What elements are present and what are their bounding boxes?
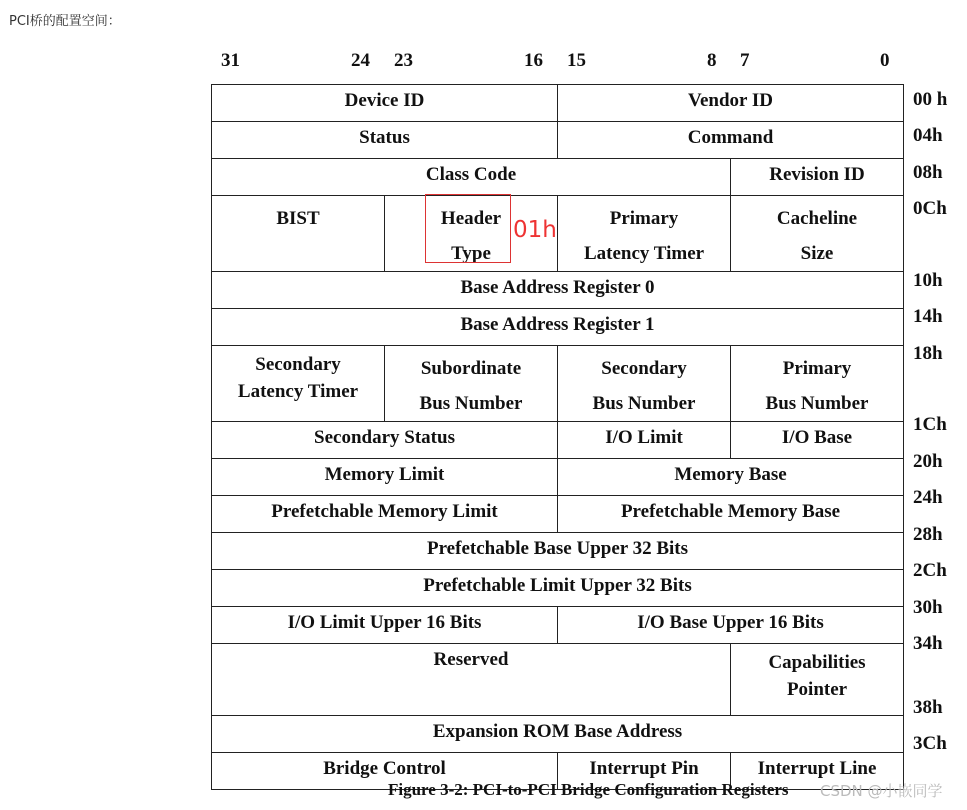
table-row	[212, 159, 904, 196]
vendor-id-cell: Vendor ID	[558, 85, 904, 122]
cacheline-line2: Size	[800, 243, 834, 264]
header-type-highlight-box	[425, 194, 511, 263]
offset-28: 28h	[913, 524, 943, 545]
io-base-cell: I/O Base	[731, 422, 904, 459]
bit-16-label: 16	[524, 50, 543, 71]
offset-18: 18h	[913, 343, 943, 364]
reserved-cell: Reserved	[212, 644, 731, 716]
header-type-line2: Type	[451, 243, 491, 264]
cap-line1: Capabilities	[768, 652, 866, 673]
status-cell: Status	[212, 122, 558, 159]
offset-08: 08h	[913, 162, 943, 183]
primary-lt-line1: Primary	[609, 208, 679, 229]
table-row	[212, 459, 904, 496]
subordinate-bus-number-cell	[385, 346, 558, 422]
offset-3c: 3Ch	[913, 733, 947, 754]
table-row	[212, 496, 904, 533]
bist-label: BIST	[276, 208, 320, 229]
sub-bus-line2: Bus Number	[419, 393, 523, 414]
io-limit-cell: I/O Limit	[558, 422, 731, 459]
table-row	[212, 533, 904, 570]
sec-lt-line1: Secondary	[255, 354, 341, 375]
bridge-control-cell: Bridge Control	[212, 753, 558, 790]
bar1-cell: Base Address Register 1	[212, 309, 904, 346]
command-cell: Command	[558, 122, 904, 159]
revision-id-cell: Revision ID	[731, 159, 904, 196]
bar0-cell: Base Address Register 0	[212, 272, 904, 309]
table-row	[212, 85, 904, 122]
cacheline-size-cell	[731, 196, 904, 272]
io-limit-upper-cell: I/O Limit Upper 16 Bits	[212, 607, 558, 644]
bit-7-label: 7	[740, 50, 750, 71]
offset-04: 04h	[913, 125, 943, 146]
header-type-line1: Header	[440, 208, 502, 229]
prefetchable-base-upper-cell: Prefetchable Base Upper 32 Bits	[212, 533, 904, 570]
table-row	[212, 570, 904, 607]
table-row	[212, 422, 904, 459]
bit-15-label: 15	[567, 50, 586, 71]
figure-caption: Figure 3-2: PCI-to-PCI Bridge Configuration Registers	[388, 780, 789, 799]
sec-bus-line2: Bus Number	[592, 393, 696, 414]
offset-2c: 2Ch	[913, 560, 947, 581]
table-row	[212, 346, 904, 422]
bit-8-label: 8	[707, 50, 717, 71]
secondary-status-cell: Secondary Status	[212, 422, 558, 459]
io-base-upper-cell: I/O Base Upper 16 Bits	[558, 607, 904, 644]
offset-38: 38h	[913, 697, 943, 718]
watermark: CSDN @小嵌同学	[820, 782, 943, 800]
primary-bus-number-cell	[731, 346, 904, 422]
interrupt-pin-cell: Interrupt Pin	[558, 753, 731, 790]
secondary-bus-number-cell	[558, 346, 731, 422]
sub-bus-line1: Subordinate	[420, 358, 522, 379]
bit-23-label: 23	[394, 50, 413, 71]
table-row	[212, 196, 904, 272]
device-id-cell: Device ID	[212, 85, 558, 122]
offset-0c: 0Ch	[913, 198, 947, 219]
table-row	[212, 272, 904, 309]
primary-lt-line2: Latency Timer	[583, 243, 705, 264]
cacheline-line1: Cacheline	[776, 208, 858, 229]
offset-14: 14h	[913, 306, 943, 327]
offset-30: 30h	[913, 597, 943, 618]
table-row	[212, 607, 904, 644]
header-type-value-annotation: 01h	[513, 217, 557, 243]
cap-line2: Pointer	[786, 679, 848, 700]
offset-10: 10h	[913, 270, 943, 291]
bit-31-label: 31	[221, 50, 240, 71]
offset-24: 24h	[913, 487, 943, 508]
table-row	[212, 716, 904, 753]
prefetchable-memory-base-cell: Prefetchable Memory Base	[558, 496, 904, 533]
memory-base-cell: Memory Base	[558, 459, 904, 496]
class-code-cell: Class Code	[212, 159, 731, 196]
offset-1c: 1Ch	[913, 414, 947, 435]
bist-cell	[212, 196, 385, 272]
table-row	[212, 644, 904, 716]
config-register-table	[211, 84, 904, 790]
primary-latency-timer-cell	[558, 196, 731, 272]
offset-00: 00 h	[913, 89, 948, 110]
interrupt-line-cell: Interrupt Line	[731, 753, 904, 790]
sec-lt-line2: Latency Timer	[237, 381, 359, 402]
prefetchable-memory-limit-cell: Prefetchable Memory Limit	[212, 496, 558, 533]
sec-bus-line1: Secondary	[601, 358, 687, 379]
pri-bus-line1: Primary	[782, 358, 852, 379]
memory-limit-cell: Memory Limit	[212, 459, 558, 496]
offset-20: 20h	[913, 451, 943, 472]
prefetchable-limit-upper-cell: Prefetchable Limit Upper 32 Bits	[212, 570, 904, 607]
bit-24-label: 24	[351, 50, 370, 71]
secondary-latency-timer-cell	[212, 346, 385, 422]
table-row	[212, 122, 904, 159]
offset-34: 34h	[913, 633, 943, 654]
expansion-rom-cell: Expansion ROM Base Address	[212, 716, 904, 753]
bit-0-label: 0	[880, 50, 890, 71]
capabilities-pointer-cell	[731, 644, 904, 716]
table-row	[212, 309, 904, 346]
pri-bus-line2: Bus Number	[765, 393, 869, 414]
intro-text: PCI桥的配置空间：	[9, 14, 121, 29]
